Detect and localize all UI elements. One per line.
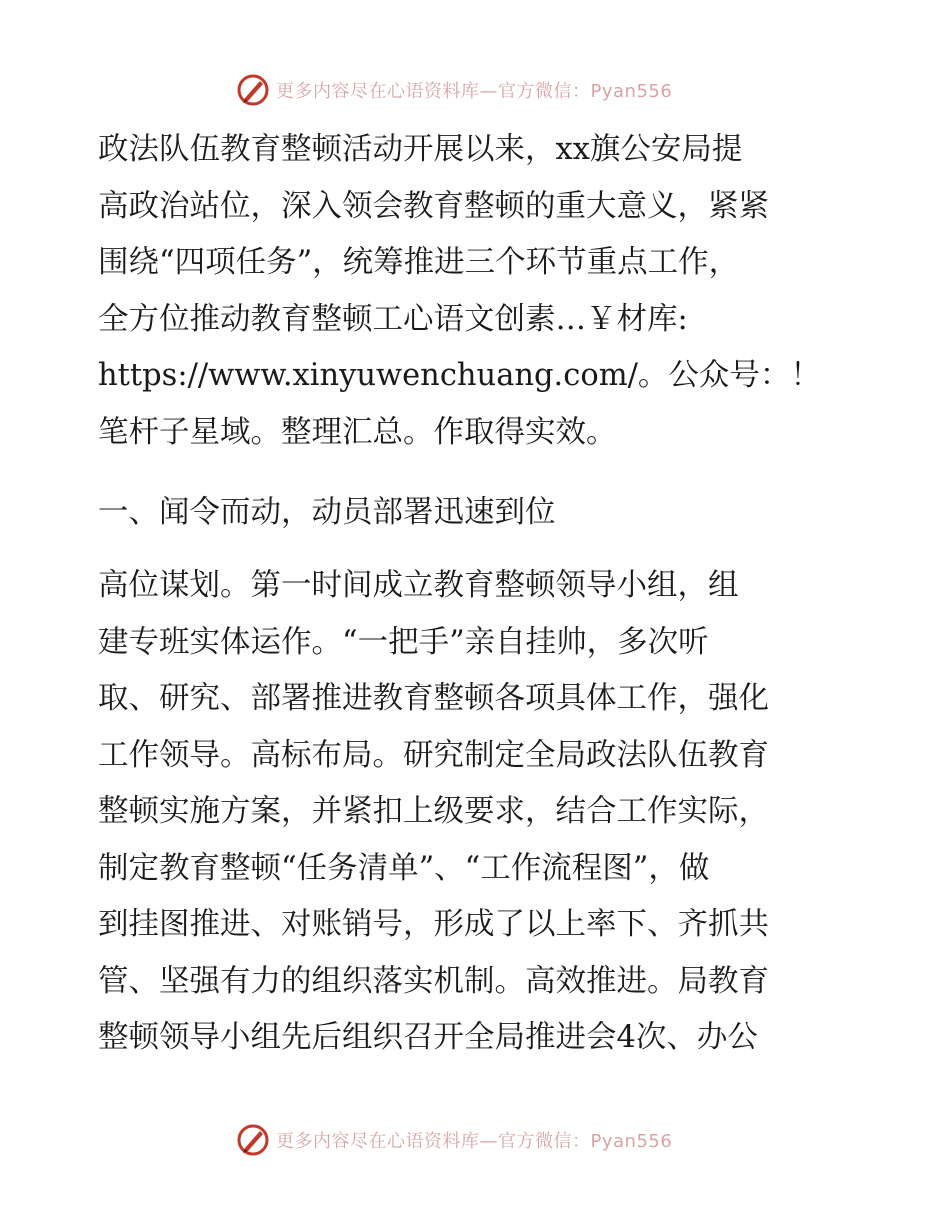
intro-line-2: 高政治站位，深入领会教育整顿的重大意义，紧紧 [98, 188, 769, 224]
section-1-paragraph [98, 558, 858, 1067]
section-line-2: 建专班实体运作。“一把手”亲自挂帅，多次听 [98, 624, 709, 660]
section-line-6: 制定教育整顿“任务清单”、“工作流程图”，做 [98, 850, 710, 886]
top-watermark-banner [236, 70, 672, 110]
bottom-watermark-text: 更多内容尽在心语资料库—官方微信：Pyan556 [276, 1131, 673, 1152]
bottom-watermark-banner [236, 1120, 672, 1160]
top-watermark-text: 更多内容尽在心语资料库—官方微信：Pyan556 [276, 81, 673, 102]
section-line-7: 到挂图推进、对账销号，形成了以上率下、齐抓共 [98, 907, 769, 942]
section-line-9: 整顿领导小组先后组织召开全局推进会4次、办公 [98, 1020, 758, 1055]
section-line-4: 工作领导。高标布局。研究制定全局政法队伍教育 [98, 737, 769, 773]
section-heading-text: 一、闻令而动，动员部署迅速到位 [98, 495, 556, 530]
intro-line-1: 政法队伍教育整顿活动开展以来，xx旗公安局提 [98, 132, 743, 167]
section-line-3: 取、研究、部署推进教育整顿各项具体工作，强化 [98, 681, 769, 716]
pen-logo-icon [236, 1123, 270, 1157]
section-line-5: 整顿实施方案，并紧扣上级要求，结合工作实际， [98, 794, 769, 829]
section-heading-1 [98, 485, 858, 542]
intro-paragraph [98, 122, 858, 461]
section-line-1: 高位谋划。第一时间成立教育整顿领导小组，组 [98, 568, 739, 603]
intro-line-6: 笔杆子星域。整理汇总。作取得实效。 [98, 414, 617, 450]
pen-logo-icon [236, 73, 270, 107]
section-line-8: 管、坚强有力的组织落实机制。高效推进。局教育 [98, 963, 769, 999]
intro-line-3: 围绕“四项任务”，统筹推进三个环节重点工作， [98, 245, 740, 280]
intro-line-5-url: https://www.xinyuwenchuang.com/。公众号：！ [98, 358, 821, 393]
intro-line-4: 全方位推动教育整顿工心语文创素…￥材库: [98, 301, 688, 337]
